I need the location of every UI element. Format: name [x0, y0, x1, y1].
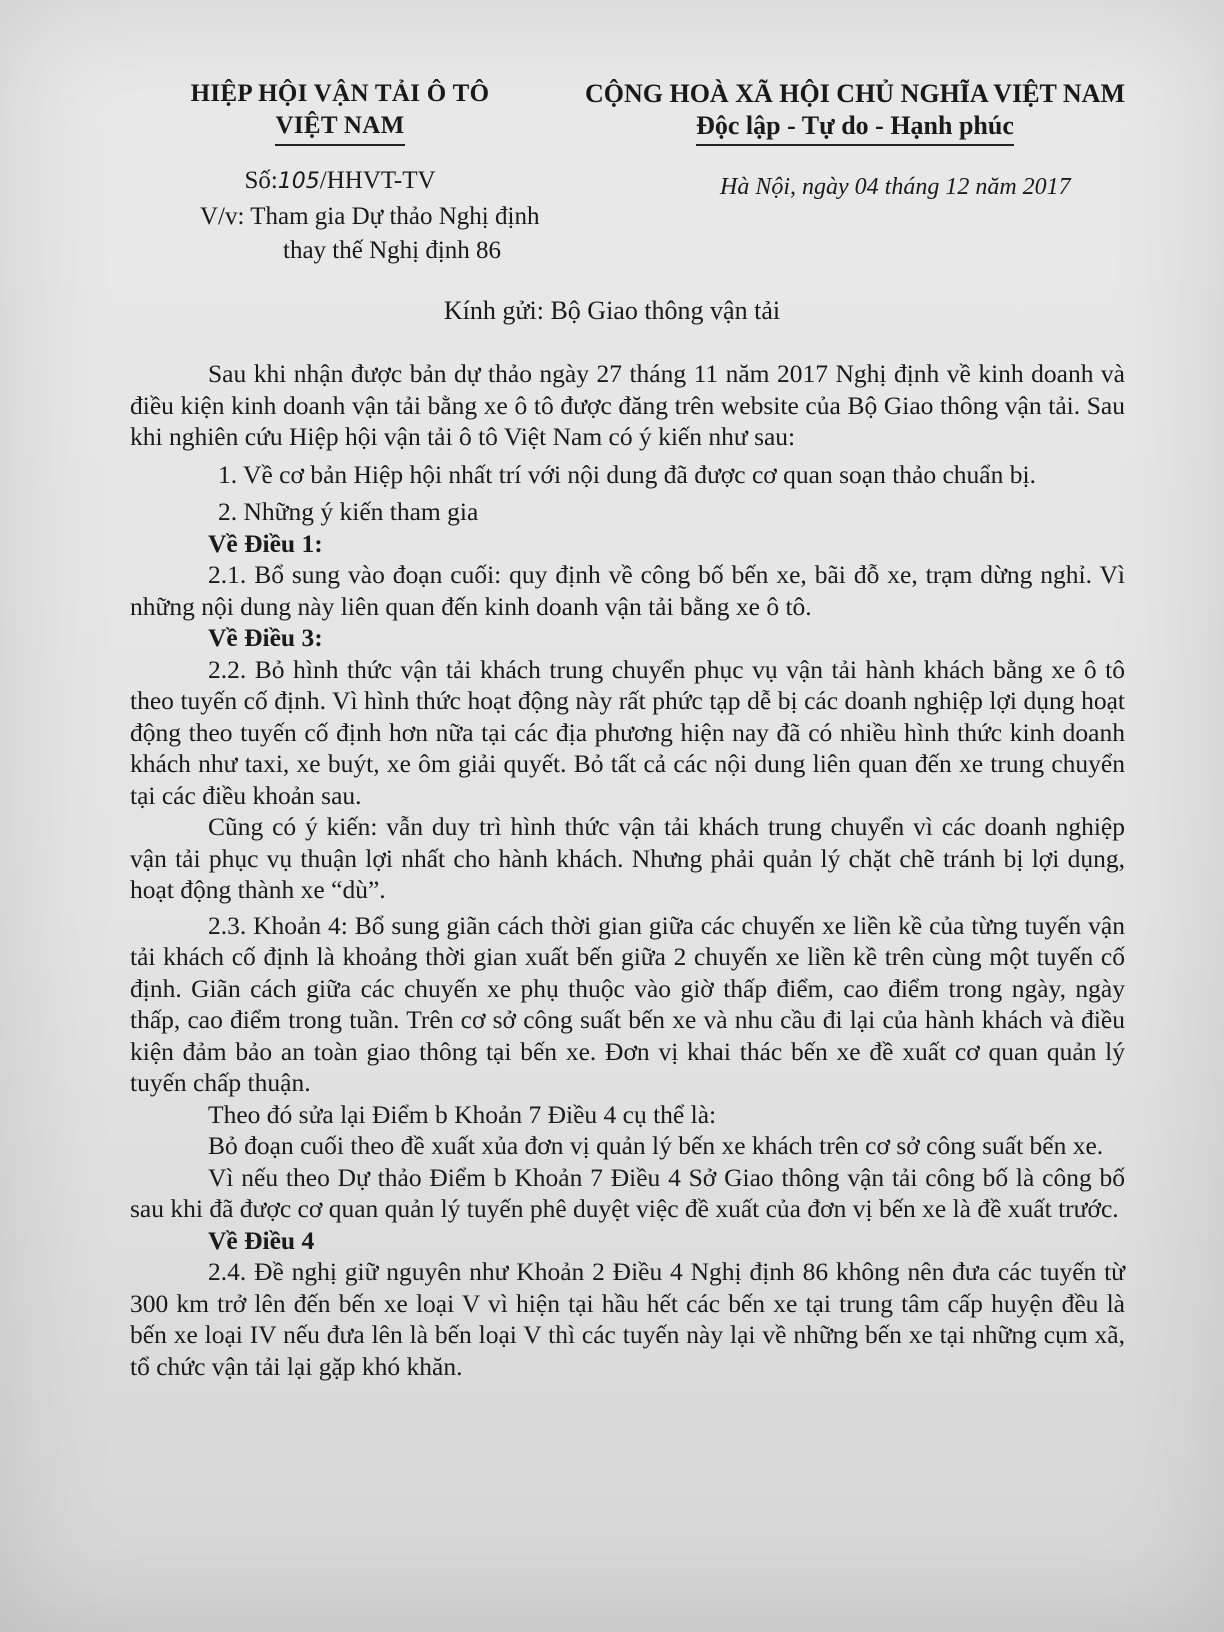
issuer-name-line2: VIỆT NAM: [275, 110, 404, 146]
item-1: 1. Về cơ bản Hiệp hội nhất trí với nội dung đã được cơ quan soạn thảo chuẩn bị.: [218, 459, 1036, 489]
reference-number: [120, 164, 560, 198]
subject-line1: V/v: Tham gia Dự thảo Nghị định: [200, 203, 540, 230]
paragraph-2-3: 2.3. Khoản 4: Bổ sung giãn cách thời gian giữa các chuyến xe liền kề của từng tuyến vận tải khách cố định là khoảng thời gian xuất bến giữa 2 chuyến xe liền kề trên cùng một tuyến cố định. Giãn cách giữa các chuyến xe phụ thuộc vào giờ thấp điểm, cao điểm trong ngày, ngày thấp, cao điểm trong tuần. Trên cơ sở công suất bến xe và nhu cầu đi lại của hành khách và điều kiện đảm bảo an toàn giao thông tại bến xe. Đơn vị khai thác bến xe đề xuất cơ quan quản lý tuyến chấp thuận.: [130, 910, 1125, 1097]
paragraph-2-2: 2.2. Bỏ hình thức vận tải khách trung chuyển phục vụ vận tải hành khách bằng xe ô tô theo tuyến cố định. Vì hình thức hoạt động này rất phức tạp dễ bị các doanh nghiệp lợi dụng hoạt động theo tuyến cố định hơn nữa tại các địa phương hiện nay đã có nhiều hình thức kinh doanh khách như taxi, xe buýt, xe ôm giải quyết. Bỏ tất cả các nội dung liên quan đến xe trung chuyển tại các điều khoản sau.: [130, 654, 1125, 810]
country-name: CỘNG HOÀ XÃ HỘI CHỦ NGHĨA VIỆT NAM: [584, 79, 1126, 108]
paragraph-2-4: 2.4. Đề nghị giữ nguyên như Khoản 2 Điều 4 Nghị định 86 không nên đưa các tuyến từ 300 km trở lên đến bến xe loại V vì hiện tại hầu hết các bến xe tại trung tâm cấp huyện đều là bến xe loại IV nếu đưa lên là bến loại V thì các tuyến này lại về những bến xe tại những cụm xã, tổ chức vận tải lại gặp khó khăn.: [130, 1257, 1125, 1381]
paragraph-bo: Bỏ đoạn cuối theo đề xuất xủa đơn vị quản lý bến xe khách trên cơ sở công suất bến xe.: [208, 1131, 1104, 1160]
ref-handwritten-number: 105: [277, 169, 320, 194]
issuer-name-line1: HIỆP HỘI VẬN TẢI Ô TÔ: [190, 80, 490, 107]
issuer-block: [120, 78, 560, 198]
intro-paragraph: Sau khi nhận được bản dự thảo ngày 27 tháng 11 năm 2017 Nghị định về kinh doanh và điều kiện kinh doanh vận tải bằng xe ô tô được đăng trên website của Bộ Giao thông vận tải. Sau khi nghiên cứu Hiệp hội vận tải ô tô Việt Nam có ý kiến như sau:: [130, 359, 1125, 451]
ref-suffix: /HHVT-TV: [319, 167, 436, 194]
ref-prefix: Số:: [244, 167, 278, 194]
national-motto: Độc lập - Tự do - Hạnh phúc: [696, 110, 1014, 146]
item-2: 2. Những ý kiến tham gia: [218, 497, 479, 526]
heading-dieu-4: Về Điều 4: [208, 1225, 315, 1255]
salutation: Kính gửi: Bộ Giao thông vận tải: [443, 296, 781, 325]
paragraph-also: Cũng có ý kiến: vẫn duy trì hình thức vận tải khách trung chuyển vì các doanh nghiệp vận tải phục vụ thuận lợi nhất cho hành khách. Nhưng phải quản lý chặt chẽ tránh bị lợi dụng, hoạt động thành xe “dù”.: [130, 812, 1125, 904]
heading-dieu-1: Về Điều 1:: [208, 528, 323, 558]
paragraph-vi: Vì nếu theo Dự thảo Điểm b Khoản 7 Điều 4 Sở Giao thông vận tải công bố là công bố sau khi đã được cơ quan quản lý tuyến phê duyệt việc đề xuất của đơn vị bến xe là đề xuất trước.: [130, 1162, 1125, 1223]
document-header: [120, 78, 1126, 308]
subject-line2: thay thế Nghị định 86: [283, 237, 502, 264]
paragraph-2-1: 2.1. Bổ sung vào đoạn cuối: quy định về công bố bến xe, bãi đỗ xe, trạm dừng nghỉ. Vì những nội dung này liên quan đến kinh doanh vận tải bằng xe ô tô.: [130, 560, 1125, 621]
document-body: [130, 358, 1125, 1382]
paragraph-theo: Theo đó sửa lại Điểm b Khoản 7 Điều 4 cụ thể là:: [208, 1099, 717, 1129]
date-line: Hà Nội, ngày 04 tháng 12 năm 2017: [720, 174, 1071, 200]
subject-block: [200, 200, 539, 268]
heading-dieu-3: Về Điều 3:: [208, 623, 323, 652]
national-block: [560, 78, 1150, 200]
